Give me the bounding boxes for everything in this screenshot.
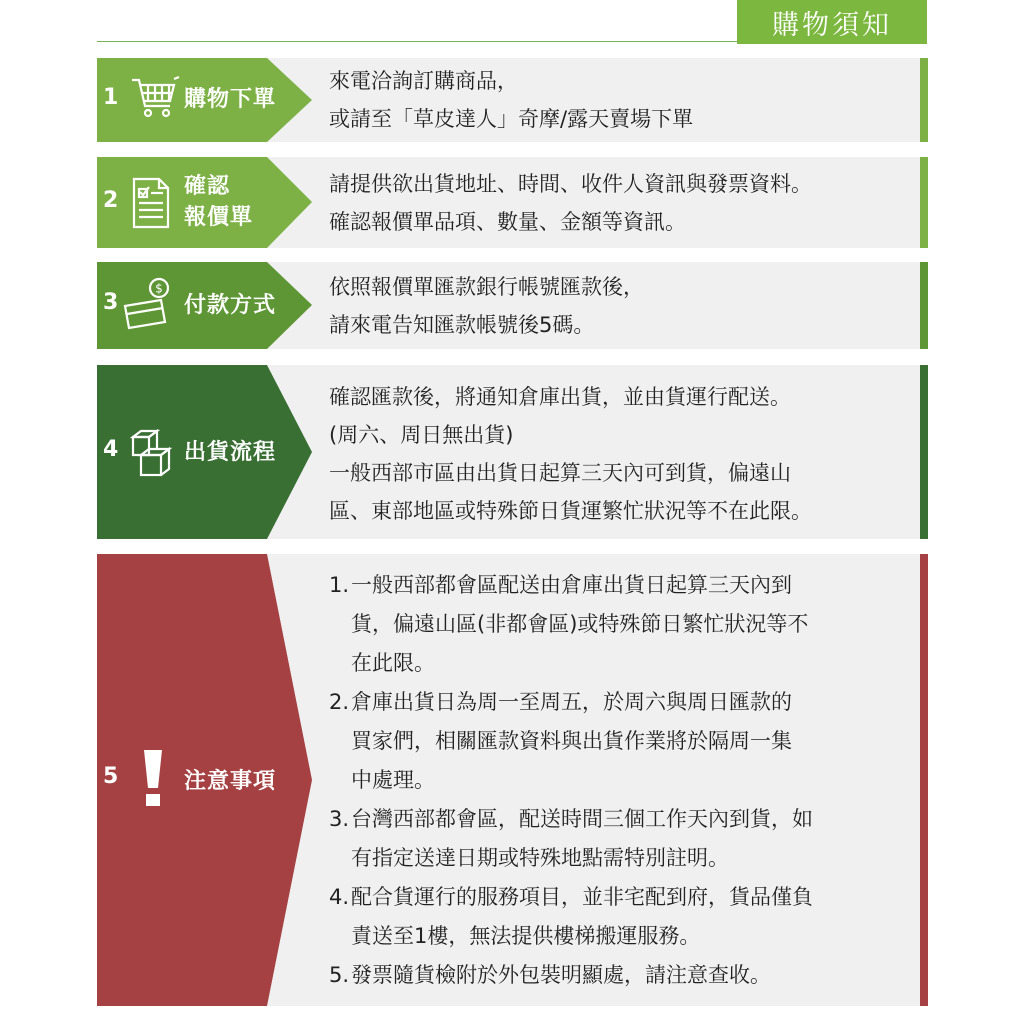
svg-text:$: $: [155, 281, 163, 296]
step-label-1: [97, 58, 312, 142]
notice-line: 有指定送達日期或特殊地點需特別註明。: [351, 846, 729, 870]
notice-item-number: 4.: [329, 885, 350, 909]
step-label-text: 付款方式: [184, 293, 277, 318]
notice-line: 配合貨運行的服務項目，並非宅配到府，貨品僅負: [351, 885, 813, 909]
content-line: 確認匯款後，將通知倉庫出貨，並由貨運行配送。: [329, 385, 791, 409]
content-line: 依照報價單匯款銀行帳號匯款後，: [329, 275, 644, 299]
notice-line: 一般西部都會區配送由倉庫出貨日起算三天內到: [351, 573, 792, 597]
notice-line: 貨，偏遠山區(非都會區)或特殊節日繁忙狀況等不: [351, 612, 809, 636]
content-line: 來電洽詢訂購商品，: [329, 69, 518, 93]
exclamation-icon: [141, 750, 165, 808]
notice-item: [329, 878, 914, 956]
content-line: 或請至「草皮達人」奇摩/露天賣場下單: [329, 107, 694, 131]
step-label-text: 確認: [184, 174, 231, 199]
notice-item-number: 2.: [329, 690, 350, 714]
payment-card-icon: [121, 276, 173, 332]
step-content-1: [329, 62, 914, 138]
notice-label: [97, 554, 312, 1006]
step-content-3: [329, 268, 914, 344]
content-line: 一般西部市區由出貨日起算三天內可到貨，偏遠山: [329, 461, 791, 485]
notice-line: 台灣西部都會區，配送時間三個工作天內到貨，如: [351, 807, 813, 831]
notice-line: 發票隨貨檢附於外包裝明顯處，請注意查收。: [351, 963, 771, 987]
notice-line: 中處理。: [351, 768, 435, 792]
notice-item-number: 1.: [329, 573, 350, 597]
notice-line: 在此限。: [351, 651, 435, 675]
notice-item: [329, 566, 914, 683]
step-label-text: 出貨流程: [184, 440, 277, 465]
notice-line: 責送至1樓，無法提供樓梯搬運服務。: [351, 924, 701, 948]
step-row-3: [97, 262, 928, 349]
page-title: 購物須知: [737, 0, 927, 44]
step-label-4: [97, 365, 312, 539]
boxes-icon: [129, 429, 175, 477]
content-line: 確認報價單品項、數量、金額等資訊。: [329, 210, 686, 234]
notice-line: 買家們，相關匯款資料與出貨作業將於隔周一集: [351, 729, 792, 753]
notice-label-text: 注意事項: [184, 769, 277, 794]
notice-row: [97, 554, 928, 1006]
shopping-cart-icon: [130, 74, 180, 124]
header-rule: [97, 41, 737, 42]
notice-item-number: 3.: [329, 807, 350, 831]
step-content-4: [329, 378, 914, 530]
content-line: (周六、周日無出貨): [329, 423, 514, 447]
step-label-2: [97, 157, 312, 248]
notice-item: [329, 683, 914, 800]
notice-item: [329, 800, 914, 878]
notice-list: [329, 566, 914, 995]
step-number: 4: [103, 437, 119, 462]
step-row-4: [97, 365, 928, 539]
step-content-2: [329, 165, 914, 241]
notice-item: [329, 956, 914, 995]
content-line: 區、東部地區或特殊節日貨運繁忙狀況等不在此限。: [329, 499, 812, 523]
step-number: 2: [103, 188, 119, 213]
step-label-text: 購物下單: [184, 87, 277, 112]
step-label-3: [97, 262, 312, 349]
step-number: 1: [103, 85, 119, 110]
step-row-1: [97, 58, 928, 142]
step-label-text: 報價單: [184, 205, 254, 230]
content-line: 請來電告知匯款帳號後5碼。: [329, 313, 595, 337]
step-number: 3: [103, 290, 119, 315]
notice-line: 倉庫出貨日為周一至周五，於周六與周日匯款的: [351, 690, 792, 714]
step-number: 5: [103, 764, 119, 789]
notice-item-number: 5.: [329, 963, 350, 987]
checklist-document-icon: [131, 177, 171, 229]
content-line: 請提供欲出貨地址、時間、收件人資訊與發票資料。: [329, 172, 812, 196]
step-row-2: [97, 157, 928, 248]
